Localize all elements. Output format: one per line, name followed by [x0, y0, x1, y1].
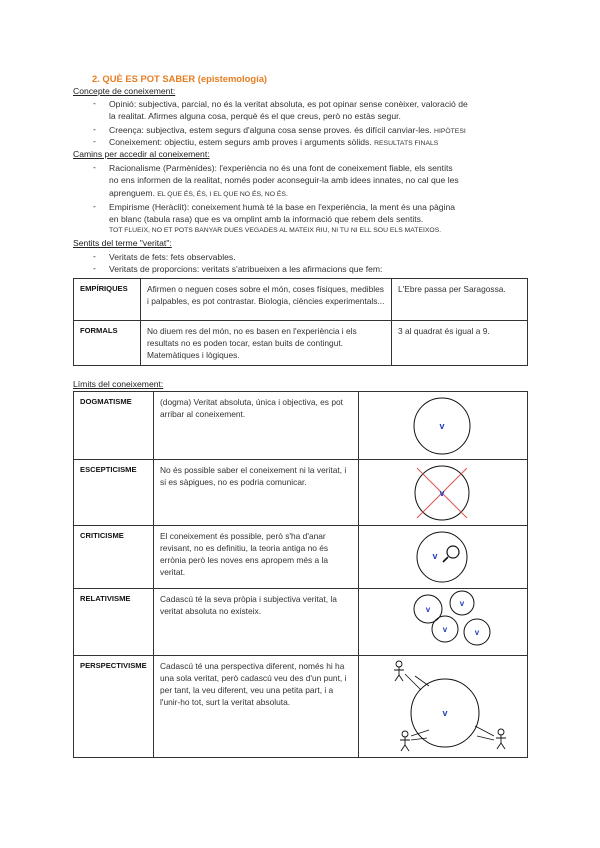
table-row-example: 3 al quadrat és igual a 9.	[392, 321, 528, 366]
sentits-heading: Sentits del terme "veritat":	[73, 238, 172, 248]
table-row-desc: Afirmen o neguen coses sobre el món, coses físiques, medibles i palpables, es pot contrastar. Biologia, ciències experimentals...	[141, 279, 392, 321]
table-row	[74, 460, 528, 526]
bullet-dash: -	[93, 201, 96, 211]
person-icon	[394, 661, 404, 681]
person-icon	[496, 729, 506, 749]
truth-mark: v	[425, 605, 431, 614]
bullet-dash: -	[93, 136, 96, 146]
limits-row-label: DOGMATISME	[74, 392, 154, 460]
table-row-label: FORMALS	[74, 321, 141, 366]
dogmatisme-svg	[359, 392, 526, 459]
table-row	[74, 321, 528, 366]
table-row	[74, 279, 528, 321]
truth-mark: v	[439, 421, 445, 431]
person-icon	[400, 731, 410, 751]
concepte-heading: Concepte de coneixement:	[73, 86, 176, 96]
relativisme-diagram	[359, 589, 528, 656]
limits-row-label: RELATIVISME	[74, 589, 154, 656]
relativisme-svg	[359, 589, 526, 655]
bullet-dash: -	[93, 251, 96, 261]
limits-row-desc: El coneixement és possible, però s'ha d'anar revisant, no es definitiu, la teoria antiga no és errònia però les noves ens apropem més a la veritat.	[154, 526, 359, 589]
truth-mark: v	[432, 551, 438, 561]
table-row	[74, 589, 528, 656]
bullet-dash: -	[93, 263, 96, 273]
creenca-tag: HIPÒTESI	[434, 128, 466, 135]
racionalisme-text: aprenguem.	[109, 188, 155, 198]
table-row-example: L'Ebre passa per Saragossa.	[392, 279, 528, 321]
truth-mark: v	[459, 599, 465, 608]
truth-mark: v	[442, 708, 448, 718]
limits-row-label: PERSPECTIVISME	[74, 656, 154, 758]
criticisme-svg	[359, 526, 526, 588]
camins-heading: Camins per accedir al coneixement:	[73, 149, 210, 159]
opinio-line-2: la realitat. Afirmes alguna cosa, perquè és el que creus, però no estàs segur.	[109, 111, 401, 121]
limits-row-label: CRITICISME	[74, 526, 154, 589]
dogmatisme-diagram	[359, 392, 528, 460]
viewer-lines	[405, 674, 494, 740]
limits-heading: Límits del coneixement:	[73, 379, 164, 389]
coneixement-line	[109, 136, 438, 150]
escepticisme-svg	[359, 460, 526, 525]
bullet-dash: -	[93, 162, 96, 172]
racionalisme-line-2: no ens informen de la realitat, només poder aconseguir-la amb idees innates, no cal que les	[109, 175, 459, 185]
limits-row-desc: Cadascú té la seva pròpia i subjectiva veritat, la veritat absoluta no existeix.	[154, 589, 359, 656]
limits-row-desc: Cadascú té una perspectiva diferent, només hi ha una sola veritat, però cadascú veu des d'un punt, i per tant, la veu diferent, veu una petita part, i a l'unir-ho tot, surt la veritat absoluta.	[154, 656, 359, 758]
coneixement-text: Coneixement: objectiu, estem segurs amb proves i arguments sòlids.	[109, 137, 372, 147]
truth-mark: v	[439, 488, 445, 498]
page-title: 2. QUÈ ES POT SABER (epistemología)	[92, 73, 268, 84]
empirisme-line-2: en blanc (tabula rasa) que es va omplint amb la informació que rebem dels sentits.	[109, 214, 424, 224]
magnifier-icon	[443, 546, 459, 562]
perspectivisme-svg	[359, 656, 526, 757]
truth-circle	[417, 532, 467, 582]
racionalisme-line-1: Racionalisme (Parmènides): l'experiència no és una font de coneixement fiable, els sentits	[109, 163, 453, 173]
empirisme-tag: TOT FLUEIX, NO ET POTS BANYAR DUES VEGADES AL MATEIX RIU, NI TU NI ELL SOU ELS MATEIXOS.	[109, 227, 442, 234]
truth-mark: v	[474, 628, 480, 637]
bullet-dash: -	[93, 124, 96, 134]
table-row	[74, 526, 528, 589]
limits-row-label: ESCEPTICISME	[74, 460, 154, 526]
creenca-text: Creença: subjectiva, estem segurs d'alguna cosa sense proves. és difícil canviar-les.	[109, 125, 432, 135]
empirisme-line-1: Empirisme (Heràclit): coneixement humà té la base en l'experiència, la ment és una pàgina	[109, 202, 456, 212]
veritats-proporcions: Veritats de proporcions: veritats s'atribueixen a les afirmacions que fem:	[109, 264, 383, 274]
coneixement-tag: RESULTATS FINALS	[374, 140, 439, 147]
perspectivisme-diagram	[359, 656, 528, 758]
table-row-label: EMPÍRIQUES	[74, 279, 141, 321]
limits-table	[73, 391, 528, 758]
table-row	[74, 392, 528, 460]
opinio-line-1: Opinió: subjectiva, parcial, no és la veritat absoluta, es pot opinar sense conèixer, valoració de	[109, 99, 468, 109]
racionalisme-tag: EL QUE ÉS, ÉS, I EL QUE NO ÉS, NO ÉS.	[157, 191, 288, 198]
limits-row-desc: (dogma) Veritat absoluta, única i objectiva, es pot arribar al coneixement.	[154, 392, 359, 460]
veritats-fets: Veritats de fets: fets observables.	[109, 252, 236, 262]
bullet-dash: -	[93, 98, 96, 108]
racionalisme-line-3	[109, 187, 288, 201]
truth-mark: v	[442, 625, 448, 634]
table-row-desc: No diuem res del món, no es basen en l'experiència i els resultats no es poden tocar, estan buits de contingut. Matemàtiques i lògiques.	[141, 321, 392, 366]
criticisme-diagram	[359, 526, 528, 589]
table-row	[74, 656, 528, 758]
veritats-table	[73, 278, 528, 366]
escepticisme-diagram	[359, 460, 528, 526]
limits-row-desc: No és possible saber el coneixement ni la veritat, i si es sàpigues, no es podria comunicar.	[154, 460, 359, 526]
